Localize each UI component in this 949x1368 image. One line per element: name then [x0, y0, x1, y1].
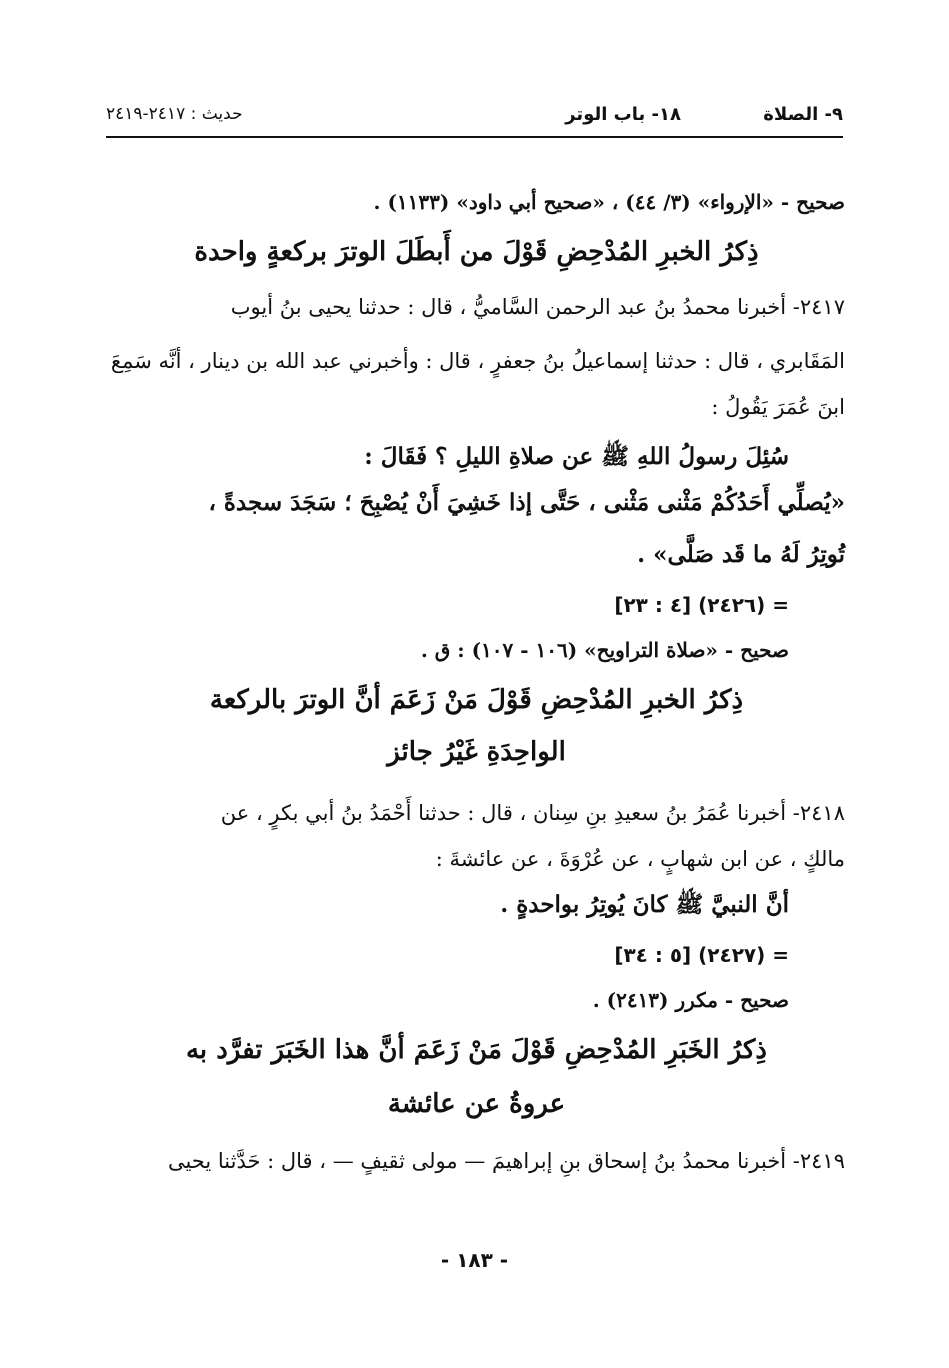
chapter-heading: الواحِدَةِ غَيْرُ جائز — [387, 737, 566, 767]
hadith-text-line: ٢٤١٨- أخبرنا عُمَرُ بنُ سعيدِ بنِ سِنان ، قال : حدثنا أَحْمَدُ بنُ أبي بكرٍ ، عن — [220, 801, 845, 825]
grading-line: صحيح - «صلاة التراويح» (١٠٦ - ١٠٧) : ق . — [420, 638, 789, 662]
chapter-title: ٩- الصلاة — [763, 104, 843, 125]
hadith-text-line: مالكٍ ، عن ابن شهابٍ ، عن عُرْوَةَ ، عن عائشةَ : — [435, 847, 845, 871]
reference-line: = (٢٤٢٦) [٤ : ٢٣] — [614, 593, 789, 617]
header-divider — [106, 136, 843, 138]
hadith-text-line: المَقَابري ، قال : حدثنا إسماعيلُ بنُ جعفرٍ ، قال : وأخبرني عبد الله بن دينار ، أنَّه سَمِعَ — [110, 349, 845, 373]
chapter-heading: ذِكرُ الخَبَرِ المُدْحِضِ قَوْلَ مَنْ زَعَمَ أنَّ هذا الخَبَرَ تفرَّد به — [185, 1035, 768, 1065]
running-header — [106, 98, 843, 132]
hadith-matn-line: أنَّ النبيَّ ﷺ كانَ يُوتِرُ بواحدةٍ . — [500, 891, 789, 918]
chapter-heading: عروةُ عن عائشة — [387, 1089, 566, 1119]
chapter-heading: ذِكرُ الخبرِ المُدْحِضِ قَوْلَ من أَبطَلَ الوترَ بركعةٍ واحدة — [194, 237, 759, 267]
grading-line: صحيح - «الإرواء» (٣/ ٤٤) ، «صحيح أبي داود» (١١٣٣) . — [373, 190, 845, 214]
grading-line: صحيح - مكرر (٢٤١٣) . — [592, 988, 789, 1012]
page-body — [108, 178, 845, 1184]
hadith-text-line: ٢٤١٧- أخبرنا محمدُ بنُ عبد الرحمن السَّاميُّ ، قال : حدثنا يحيى بنُ أيوب — [230, 295, 845, 319]
reference-line: = (٢٤٢٧) [٥ : ٣٤] — [614, 943, 789, 967]
hadith-matn-line: سُئِلَ رسولُ اللهِ ﷺ عن صلاةِ الليلِ ؟ فَقَالَ : — [364, 443, 789, 470]
hadith-text-line: ابنَ عُمَرَ يَقُولُ : — [711, 395, 845, 419]
section-title: ١٨- باب الوتر — [565, 104, 681, 125]
hadith-range: حديث : ٢٤١٧-٢٤١٩ — [106, 104, 243, 124]
hadith-matn-line: تُوتِرُ لَهُ ما قَد صَلَّى» . — [637, 541, 845, 568]
chapter-heading: ذِكرُ الخبرِ المُدْحِضِ قَوْلَ مَنْ زَعَمَ أنَّ الوترَ بالركعة — [209, 685, 744, 715]
hadith-text-line: ٢٤١٩- أخبرنا محمدُ بنُ إسحاق بنِ إبراهيمَ — مولى ثقيفٍ — ، قال : حَدَّثنا يحيى — [167, 1149, 845, 1173]
page-number: - ١٨٣ - — [440, 1248, 509, 1272]
hadith-matn-line: «يُصلِّي أَحَدُكُمْ مَثْنى مَثْنى ، حَتَّى إذا خَشِيَ أَنْ يُصْبِحَ ؛ سَجَدَ سجدةً ، — [208, 489, 845, 516]
